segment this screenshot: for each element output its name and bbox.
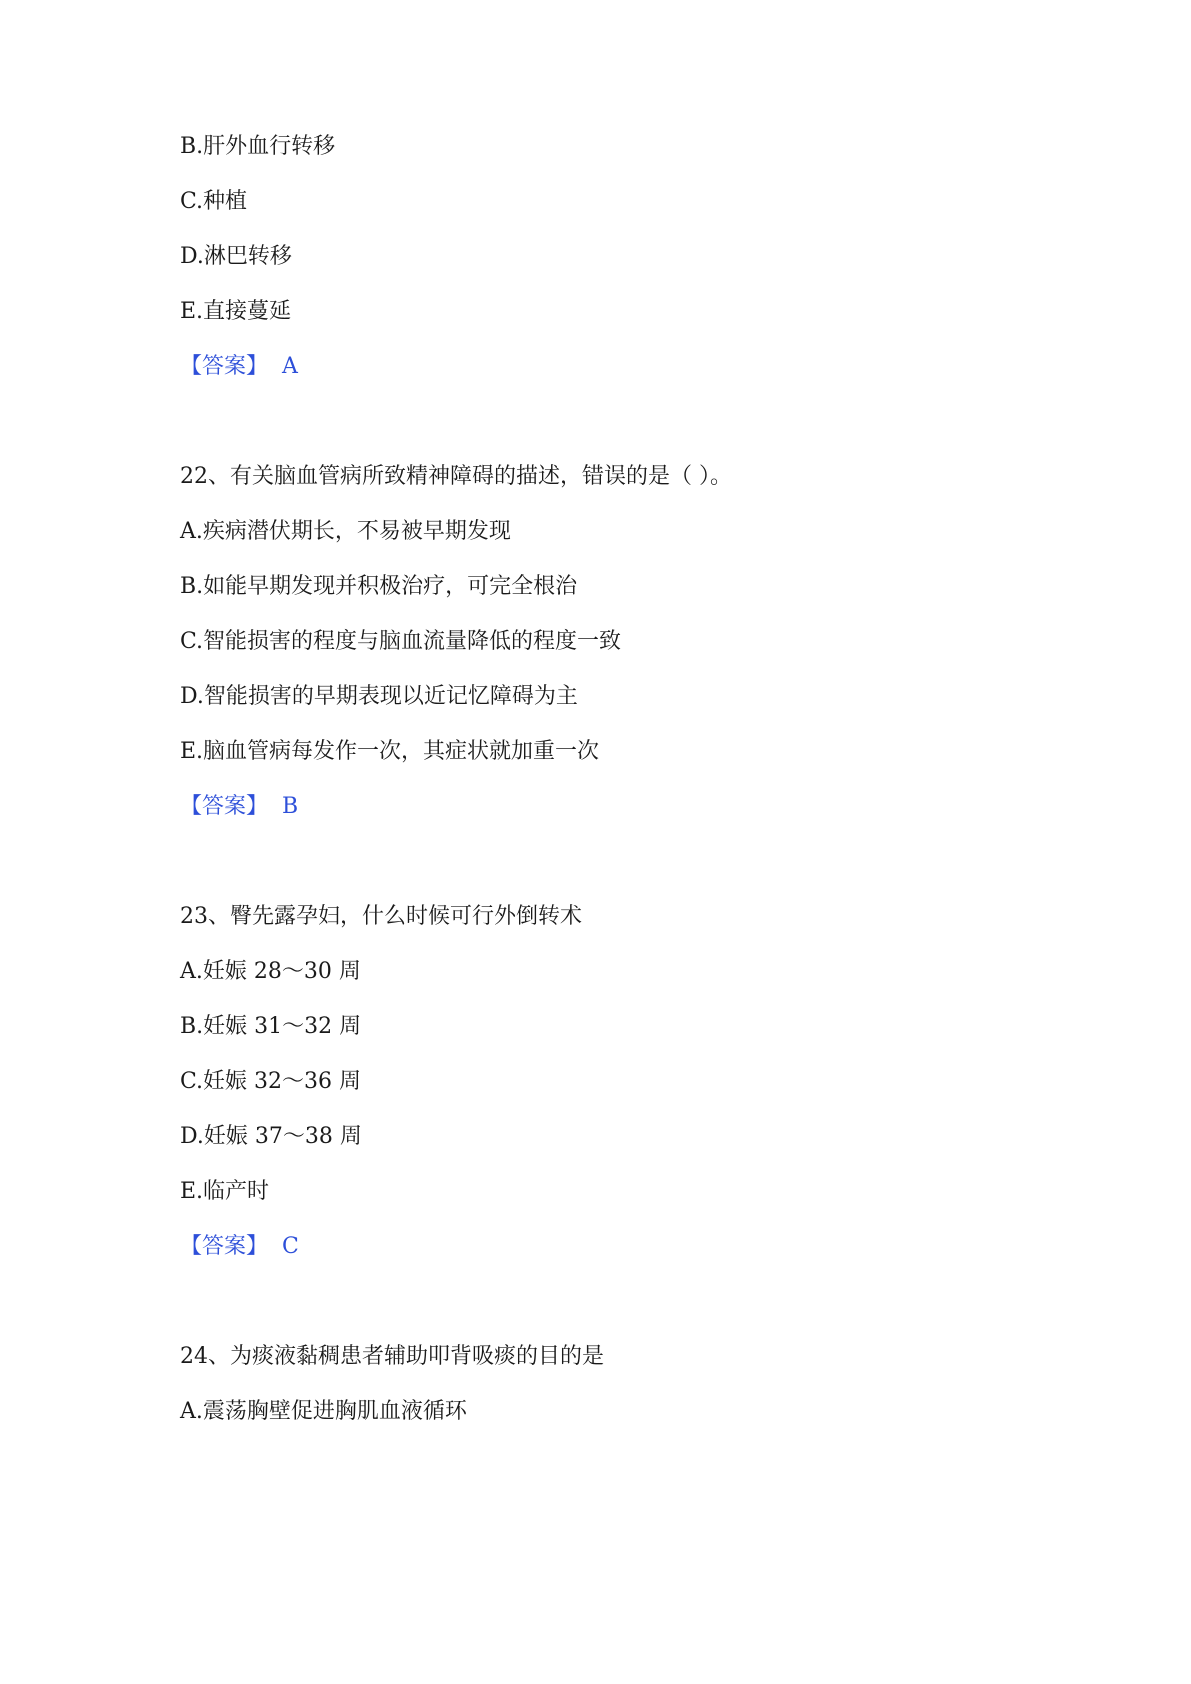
q22-option-e: E.脑血管病每发作一次，其症状就加重一次: [180, 739, 600, 764]
q23-option-c: C.妊娠 32～36 周: [180, 1069, 362, 1094]
q21-option-d: D.淋巴转移: [180, 244, 292, 269]
q22-question: 22、有关脑血管病所致精神障碍的描述，错误的是（ ）。: [180, 464, 732, 489]
q22-answer: [180, 792, 298, 822]
q23-answer: [180, 1232, 299, 1262]
q21-answer: [180, 352, 298, 382]
q23-option-b: B.妊娠 31～32 周: [180, 1014, 362, 1039]
q22-option-d: D.智能损害的早期表现以近记忆障碍为主: [180, 684, 578, 709]
q21-option-e: E.直接蔓延: [180, 299, 292, 324]
q22-option-b: B.如能早期发现并积极治疗，可完全根治: [180, 574, 578, 599]
q21-option-b: B.肝外血行转移: [180, 134, 336, 159]
q23-option-a: A.妊娠 28～30 周: [180, 959, 361, 984]
q23-option-d: D.妊娠 37～38 周: [180, 1124, 362, 1149]
answer-letter: A: [282, 354, 298, 379]
answer-letter: C: [282, 1234, 299, 1259]
answer-label: 【答案】: [180, 1234, 269, 1259]
q24-option-a: A.震荡胸壁促进胸肌血液循环: [180, 1399, 467, 1424]
q23-question: 23、臀先露孕妇，什么时候可行外倒转术: [180, 904, 582, 929]
answer-label: 【答案】: [180, 794, 269, 819]
q23-option-e: E.临产时: [180, 1179, 270, 1204]
q21-option-c: C.种植: [180, 189, 248, 214]
q24-question: 24、为痰液黏稠患者辅助叩背吸痰的目的是: [180, 1344, 604, 1369]
q22-option-c: C.智能损害的程度与脑血流量降低的程度一致: [180, 629, 622, 654]
q22-option-a: A.疾病潜伏期长，不易被早期发现: [180, 519, 511, 544]
answer-label: 【答案】: [180, 354, 269, 379]
answer-letter: B: [282, 794, 299, 819]
